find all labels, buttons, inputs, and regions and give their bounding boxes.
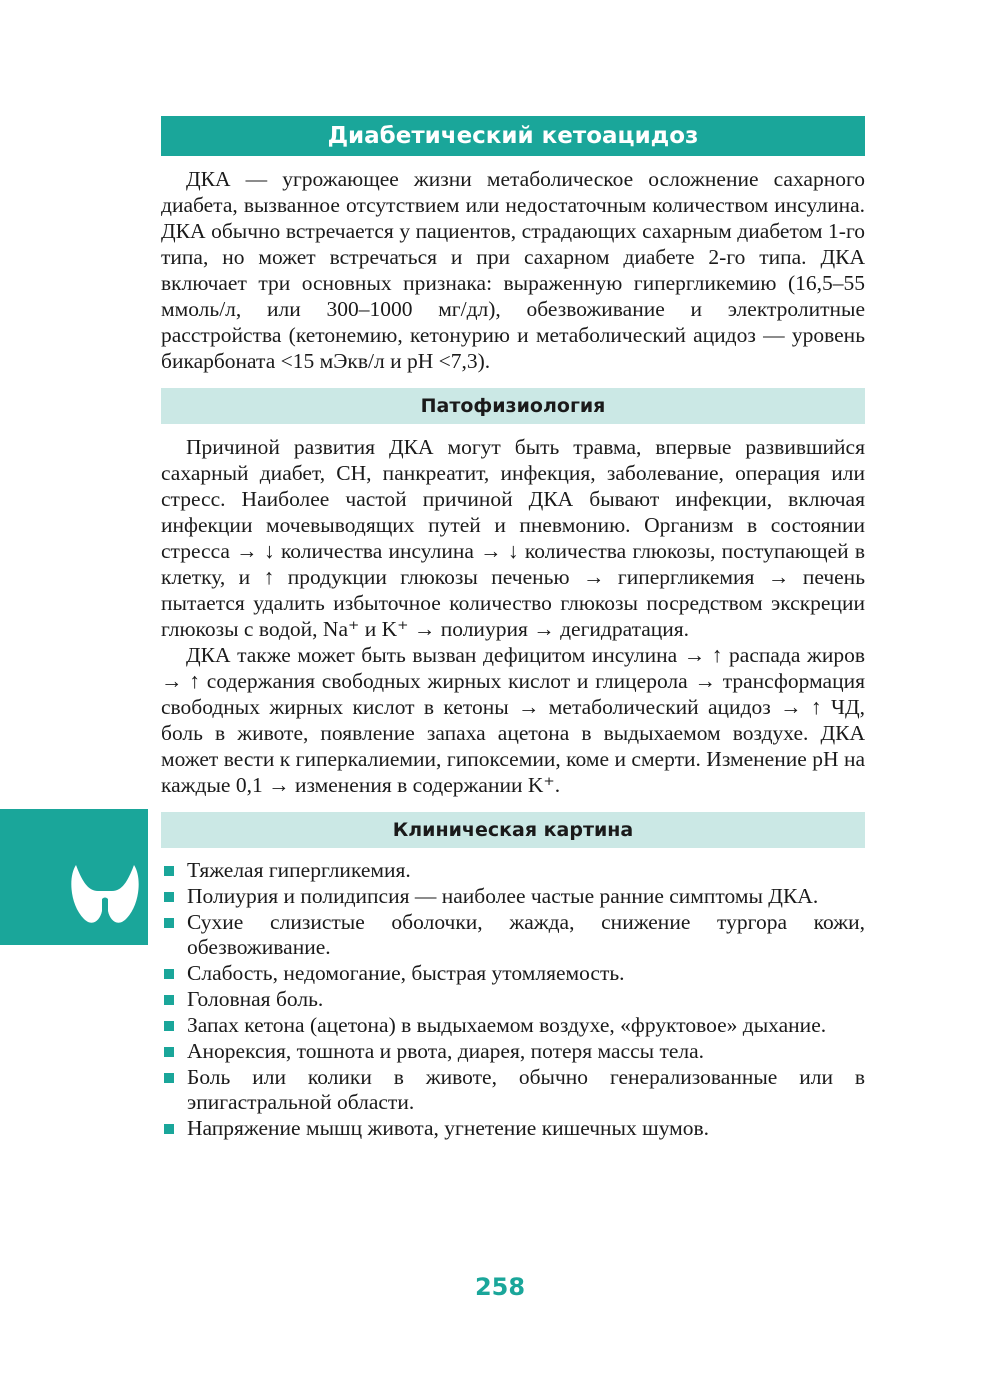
section-heading-pathophysiology: Патофизиология — [161, 388, 865, 424]
chapter-side-tab — [0, 809, 148, 945]
clinical-list — [161, 858, 865, 1141]
list-item: Боль или колики в животе, обычно генерализованные или в эпигастральной области. — [161, 1065, 865, 1115]
list-item: Анорексия, тошнота и рвота, диарея, потеря массы тела. — [161, 1039, 865, 1064]
list-item: Головная боль. — [161, 987, 865, 1012]
pathophysiology-paragraph-2: ДКА также может быть вызван дефицитом инсулина → ↑ распада жиров → ↑ содержания свободных жирных кислот и глицерола → трансформация свободных жирных кислот в кетоны → метаболический ацидоз → ↑ ЧД, боль в животе, появление запаха ацетона в выдыхаемом воздухе. ДКА может вести к гиперкалиемии, гипоксемии, коме и смерти. Изменение pH на каждые 0,1 → изменения в содержании K⁺. — [161, 643, 865, 797]
thyroid-gland-icon — [66, 861, 142, 927]
list-item: Сухие слизистые оболочки, жажда, снижение тургора кожи, обезвоживание. — [161, 910, 865, 960]
list-item: Запах кетона (ацетона) в выдыхаемом воздухе, «фруктовое» дыхание. — [161, 1013, 865, 1038]
intro-paragraph: ДКА — угрожающее жизни метаболическое осложнение сахарного диабета, вызванное отсутствием или недостаточным количеством инсулина. ДКА обычно встречается у пациентов, страдающих сахарным диабетом 1-го типа, но может встречаться и при сахарном диабете 2-го типа. ДКА включает три основных признака: выраженную гипергликемию (16,5–55 ммоль/л, или 300–1000 мг/дл), обезвоживание и электролитные расстройства (кетонемию, кетонурию и метаболический ацидоз — уровень бикарбоната <15 мЭкв/л и pH <7,3). — [161, 167, 865, 373]
list-item: Полиурия и полидипсия — наиболее частые ранние симптомы ДКА. — [161, 884, 865, 909]
page-title: Диабетический кетоацидоз — [161, 116, 865, 156]
list-item: Тяжелая гипергликемия. — [161, 858, 865, 883]
page-number: 258 — [474, 1273, 526, 1301]
section-heading-clinical: Клиническая картина — [161, 812, 865, 848]
list-item: Слабость, недомогание, быстрая утомляемость. — [161, 961, 865, 986]
pathophysiology-paragraph-1: Причиной развития ДКА могут быть травма, впервые развившийся сахарный диабет, СН, панкреатит, инфекция, заболевание, операция или стресс. Наиболее частой причиной ДКА бывают инфекции, включая инфекции мочевыводящих путей и пневмонию. Организм в состоянии стресса → ↓ количества инсулина → ↓ количества глюкозы, поступающей в клетку, и ↑ продукции глюкозы печенью → гипергликемия → печень пытается удалить избыточное количество глюкозы посредством экскреции глюкозы с водой, Na⁺ и K⁺ → полиурия → дегидратация. — [161, 435, 865, 641]
page-content — [161, 116, 865, 1142]
list-item: Напряжение мышц живота, угнетение кишечных шумов. — [161, 1116, 865, 1141]
